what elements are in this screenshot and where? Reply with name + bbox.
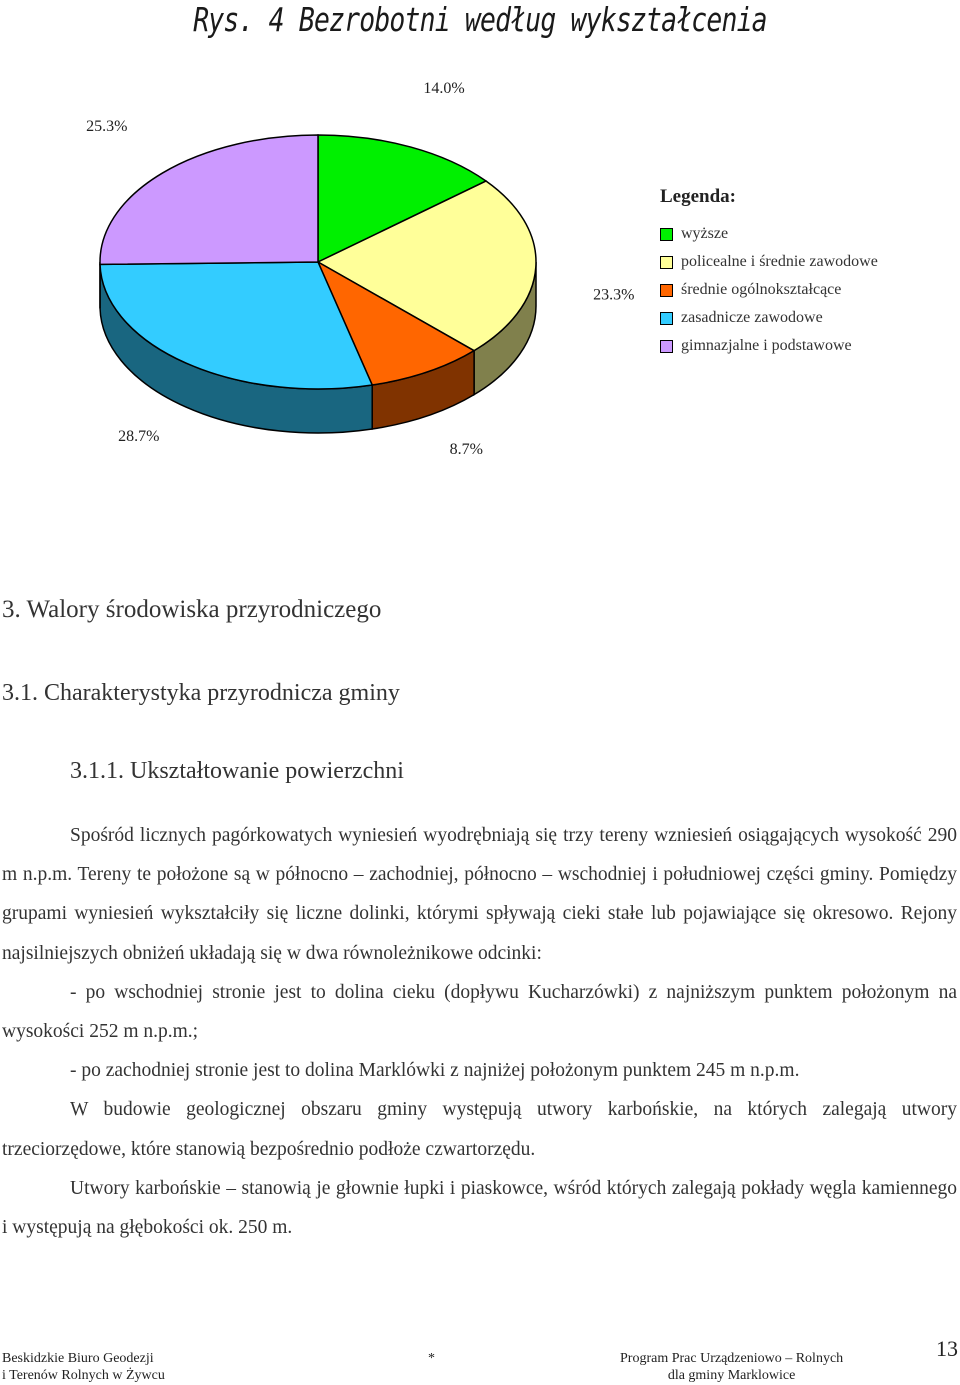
legend-item-post-secondary (660, 248, 878, 276)
paragraph: - po wschodniej stronie jest to dolina cieku (dopływu Kucharzówki) z najniższym punktem położonym na wysokości 252 m n.p.m.; (2, 981, 957, 1043)
chart-title: Rys. 4 Bezrobotni według wykształcenia (193, 0, 767, 39)
legend-label: policealne i średnie zawodowe (681, 253, 878, 270)
subsubsection-heading: 3.1.1. Ukształtowanie powierzchni (70, 758, 404, 784)
footer-program-line2: dla gminy Marklowice (667, 1368, 796, 1383)
pie-chart (0, 79, 640, 470)
legend-label: gimnazjalne i podstawowe (681, 337, 852, 354)
legend-swatch (660, 312, 673, 325)
legend-item-vocational (660, 304, 878, 332)
legend-swatch (660, 340, 673, 353)
body-text (2, 816, 957, 1247)
footer-org-line2: i Terenów Rolnych w Żywcu (2, 1368, 165, 1383)
pie-value-label: 8.7% (449, 440, 483, 458)
page-number: 13 (936, 1336, 958, 1361)
footer-right (620, 1350, 843, 1384)
legend-item-primary (660, 332, 878, 360)
footer-program-line1: Program Prac Urządzeniowo – Rolnych (620, 1351, 844, 1366)
pie-value-label: 28.7% (118, 427, 160, 445)
pie-slice (100, 135, 318, 264)
pie-value-label: 25.3% (86, 118, 128, 136)
section-heading: 3. Walory środowiska przyrodniczego (2, 596, 382, 623)
legend-swatch (660, 284, 673, 297)
legend-item-higher (660, 220, 878, 248)
footer-separator: * (428, 1351, 435, 1366)
paragraph: Utwory karbońskie – stanowią je głownie łupki i piaskowce, wśród których zalegają pokłady węgla kamiennego i występują na głębokości ok. 250 m. (2, 1177, 957, 1239)
footer-left (2, 1350, 165, 1384)
legend-label: średnie ogólnokształcące (681, 281, 842, 298)
legend-title: Legenda: (660, 186, 736, 207)
legend-swatch (660, 256, 673, 269)
legend-item-general-secondary (660, 276, 878, 304)
paragraph: W budowie geologicznej obszaru gminy występują utwory karbońskie, na których zalegają utwory trzeciorzędowe, które stanowią bezpośrednio podłoże czwartorzędu. (2, 1099, 957, 1160)
pie-value-label: 23.3% (593, 286, 635, 304)
pie-value-label: 14.0% (423, 79, 465, 97)
footer-org-line1: Beskidzkie Biuro Geodezji (2, 1351, 154, 1366)
paragraph: - po zachodniej stronie jest to dolina Marklówki z najniżej położonym punktem 245 m n.p.m. (70, 1060, 800, 1082)
legend-label: zasadnicze zawodowe (681, 309, 823, 326)
legend-swatch (660, 228, 673, 241)
chart-legend (660, 186, 878, 360)
subsection-heading: 3.1. Charakterystyka przyrodnicza gminy (2, 680, 400, 706)
paragraph: Spośród licznych pagórkowatych wyniesień wyodrębniają się trzy tereny wzniesień osiągających wysokość 290 m n.p.m. Tereny te położone są w północno – zachodniej, północno – wschodniej i południowej części gminy. Pomiędzy grupami wyniesień wykształciły się liczne dolinki, którymi spływają cieki stałe lub pojawiające się okresowo. Rejony najsilniejszych obniżeń układają się w dwa równoleżnikowe odcinki: (2, 825, 957, 964)
legend-label: wyższe (681, 225, 729, 242)
